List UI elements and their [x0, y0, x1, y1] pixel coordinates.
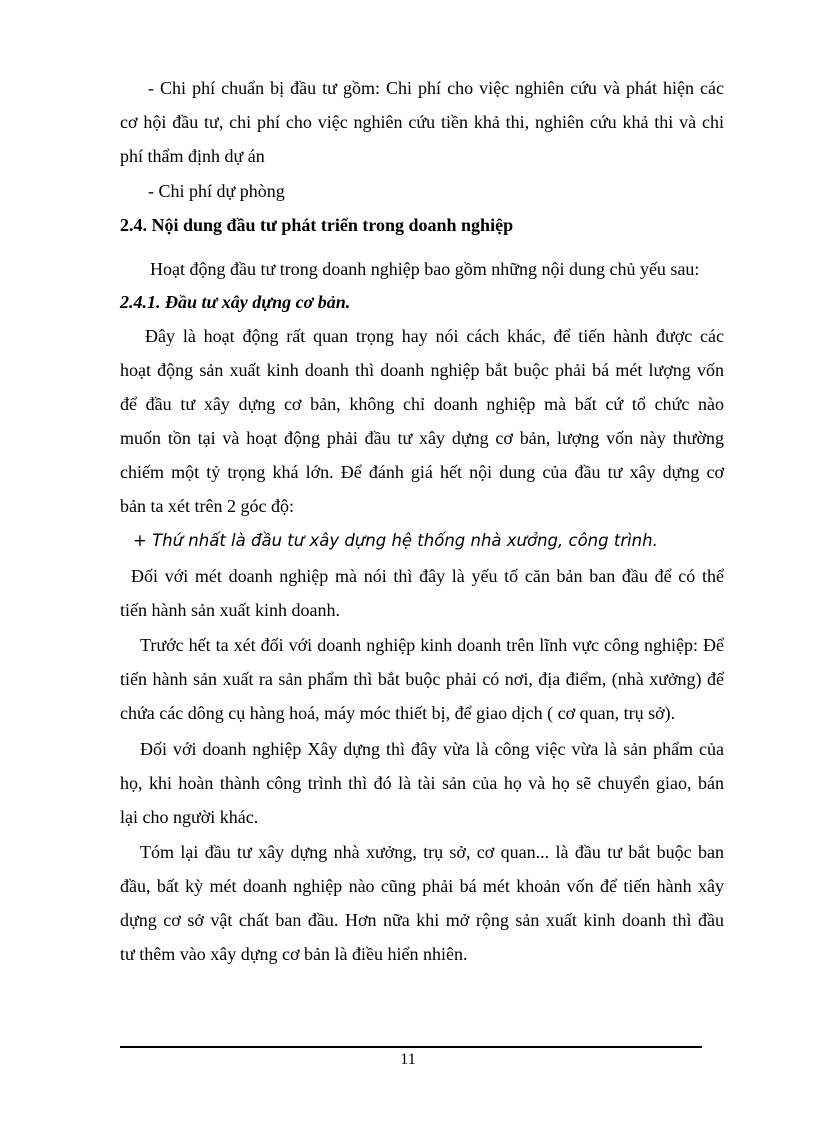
section-heading: 2.4. Nội dung đầu tư phát triển trong doanh nghiệp — [120, 215, 514, 235]
paragraph-line: tư thêm vào xây dựng cơ bản là điều hiển nhiên. — [120, 944, 468, 964]
italic-paragraph-line: + Thứ nhất là đầu tư xây dựng hệ thống nhà xưởng, công trình. — [133, 531, 658, 550]
paragraph-line: phí thẩm định dự án — [120, 146, 265, 166]
paragraph-line: - Chi phí chuẩn bị đầu tư gồm: Chi phí cho việc nghiên cứu và phát hiện các — [148, 78, 724, 98]
footer-rule — [120, 1046, 702, 1048]
paragraph-line: Hoạt động đầu tư trong doanh nghiệp bao gồm những nội dung chủ yếu sau: — [150, 259, 700, 279]
paragraph-line: chiếm một tỷ trọng khá lớn. Để đánh giá hết nội dung của đầu tư xây dựng cơ — [120, 462, 724, 482]
paragraph-line: cơ hội đầu tư, chi phí cho việc nghiên cứu tiền khả thi, nghiên cứu khả thi và chi — [120, 112, 724, 132]
paragraph-line: Đây là hoạt động rất quan trọng hay nói cách khác, để tiến hành được các — [145, 326, 724, 346]
paragraph-line: Trước hết ta xét đối với doanh nghiệp kinh doanh trên lĩnh vực công nghiệp: Để — [140, 635, 724, 655]
paragraph-line: Tóm lại đầu tư xây dựng nhà xưởng, trụ sở, cơ quan... là đầu tư bắt buộc ban — [140, 842, 724, 862]
paragraph-line: đầu, bất kỳ mét doanh nghiệp nào cũng phải bá mét khoản vốn để tiến hành xây — [120, 876, 724, 896]
paragraph-line: tiến hành sản xuất kinh doanh. — [120, 600, 340, 620]
paragraph-line: Đối với mét doanh nghiệp mà nói thì đây là yếu tố căn bản ban đầu để có thể — [131, 566, 724, 586]
page-number: 11 — [400, 1051, 416, 1068]
paragraph-line: dựng cơ sở vật chất ban đầu. Hơn nữa khi mở rộng sản xuất kinh doanh thì đầu — [120, 910, 724, 930]
paragraph-line: chứa các dông cụ hàng hoá, máy móc thiết bị, để giao dịch ( cơ quan, trụ sở). — [120, 703, 676, 723]
paragraph-line: - Chi phí dự phòng — [148, 181, 285, 201]
subsection-heading: 2.4.1. Đầu tư xây dựng cơ bản. — [120, 292, 351, 312]
paragraph-line: lại cho người khác. — [120, 807, 259, 827]
paragraph-line: muốn tồn tại và hoạt động phải đầu tư xây dựng cơ bản, lượng vốn này thường — [120, 428, 724, 448]
paragraph-line: tiến hành sản xuất ra sản phẩm thì bắt buộc phải có nơi, địa điểm, (nhà xưởng) để — [120, 669, 724, 689]
paragraph-line: bản ta xét trên 2 góc độ: — [120, 496, 294, 516]
paragraph-line: họ, khi hoàn thành công trình thì đó là tài sản của họ và họ sẽ chuyển giao, bán — [120, 773, 724, 793]
paragraph-line: hoạt động sản xuất kinh doanh thì doanh nghiệp bắt buộc phải bá mét lượng vốn — [120, 360, 724, 380]
paragraph-line: để đầu tư xây dựng cơ bản, không chỉ doanh nghiệp mà bất cứ tổ chức nào — [120, 394, 724, 414]
paragraph-line: Đối với doanh nghiệp Xây dựng thì đây vừa là công việc vừa là sản phẩm của — [140, 739, 724, 759]
